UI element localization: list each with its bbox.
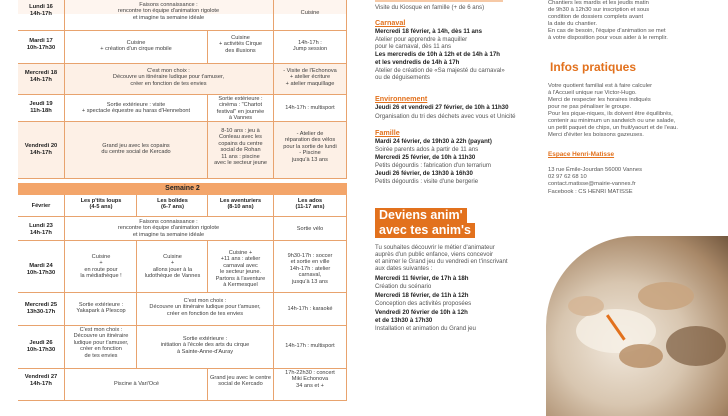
text-line: un petit paquet de chips, un fruit/yaourt et de l'eau.	[548, 125, 679, 131]
cell-activity: Sortie extérieure : initiation à l'école des arts du cirque à Sainte-Anne-d'Auray	[160, 336, 250, 355]
day-label: Jeudi 19 11h-18h	[29, 101, 53, 114]
cell-ados: 14h-17h : multisport	[285, 343, 335, 349]
section-title-environnement: Environnement	[375, 94, 428, 103]
cell-ados: 14h-17h : multisport	[285, 105, 335, 111]
text-line: et de 13h30 à 17h30	[375, 317, 433, 324]
text-line: Votre quotient familial est à faire calculer	[548, 83, 653, 89]
cell-activity: Cuisine + création d'un cirque mobile	[100, 40, 172, 53]
cell-activity: C'est mon choix : Découvre un itinéraire ludique pour t'amuser, créer en fonction de tes envies	[73, 327, 129, 359]
text-line: condition de dossiers complets avant	[548, 14, 644, 20]
cell-ados: Sortie vélo	[296, 226, 324, 232]
text-line: Petits dégourdis : fabrication d'un terrarium	[375, 162, 491, 169]
text-line: Soirée parents ados à partir de 11 ans	[375, 146, 479, 153]
cell-activity: Grand jeu avec les copains du centre social de Kercado	[101, 143, 171, 156]
hands-illustration	[546, 236, 728, 416]
col-header: Les bolides (6-7 ans)	[157, 198, 188, 211]
email-link[interactable]: contact.matisse@mairie-vannes.fr	[548, 181, 636, 188]
text-line: Mercredi 25 février, de 10h à 11h30	[375, 154, 476, 161]
day-label: Vendredi 20 14h-17h	[24, 143, 58, 156]
text-line: ou de déguisements	[375, 74, 430, 81]
text-line: Mercredi 18 février, de 11h à 12h	[375, 292, 469, 299]
text-line: la date du chantier.	[548, 21, 597, 27]
text-line: pour le carnaval, dès 11 ans	[375, 43, 452, 50]
text-line: Vendredi 20 février de 10h à 12h	[375, 309, 468, 316]
text-line: et animer le Grand jeu du vendredi en t'inscrivant	[375, 258, 508, 265]
text-line: auprès d'un public enfance, viens concevoir	[375, 251, 494, 258]
text-line: à votre disposition pour vous aider à le remplir.	[548, 35, 668, 41]
text-line: Mardi 24 février, de 19h30 à 22h (payant)	[375, 138, 492, 145]
text-line: Jeudi 26 et vendredi 27 février, de 10h à 11h30	[375, 104, 509, 111]
cell-activity: 8-10 ans : jeu à Conleau avec les copains du centre social de Rohan 11 ans : piscine avec le secteur jeune	[214, 128, 267, 167]
text-line: Atelier de création de «Sa majesté du carnaval»	[375, 67, 505, 74]
day-label: Lundi 16 14h-17h	[29, 4, 53, 17]
cell-activity: Sortie extérieure : cinéma : "Chartot festival" en journée à Vannes	[216, 96, 265, 122]
text-line: contenir au minimum un sandwich ou une salade,	[548, 118, 676, 124]
col-header-month: Février	[31, 203, 51, 209]
text-line: En cas de besoin, l'équipe d'animation se met	[548, 28, 666, 34]
text-line: Tu souhaites découvrir le métier d'animateur	[375, 244, 495, 251]
text-line: Chantiers les mardis et les jeudis matin	[548, 0, 649, 6]
cell-ados: 14h-17h : karaoké	[287, 306, 333, 312]
cell-merged: Faisons connaissance : rencontre ton équipe d'animation rigolote et imagine ta semaine idéale	[117, 219, 220, 238]
cell-merged: Faisons connaissance : rencontre ton équipe d'animation rigolote et imagine ta semaine idéale	[117, 2, 220, 21]
address: 13 rue Émile-Jourdan 56000 Vannes	[548, 167, 642, 173]
cell-ados: Cuisine	[300, 10, 320, 16]
day-label: Mardi 24 10h-17h30	[26, 263, 56, 276]
cell-merged: C'est mon choix : Découvre un itinéraire ludique pour t'amuser, créer en fonction de tes envies	[112, 68, 225, 87]
text-line: Création du scénario	[375, 283, 432, 290]
text-line: Pour les pique-niques, ils doivent être équilibrés,	[548, 111, 673, 117]
infos-title: Infos pratiques	[550, 60, 637, 74]
text-line: Jeudi 26 février, de 13h30 à 16h30	[375, 170, 473, 177]
section-title-famille: Famille	[375, 128, 400, 137]
day-label: Mardi 17 10h-17h30	[26, 38, 56, 51]
text-line: Mercredi 11 février, de 17h à 18h	[375, 275, 469, 282]
day-label: Jeudi 26 10h-17h30	[26, 340, 56, 353]
anim-title-line1: Deviens anim'	[375, 208, 467, 223]
day-label: Vendredi 27 14h-17h	[24, 374, 58, 387]
col-header: Les p'tits loups (4-5 ans)	[80, 198, 122, 211]
day-label: Lundi 23 14h-17h	[29, 223, 53, 236]
phone: 02 97 62 68 10	[548, 174, 587, 181]
text-line: et les vendredis de 14h à 17h	[375, 59, 460, 66]
espace-title: Espace Henri-Matisse	[548, 151, 615, 158]
cell-activity: Grand jeu avec le centre social de Kercado	[210, 375, 271, 388]
cell-activity: Cuisine + activités Cirque des illusions	[218, 35, 263, 54]
photo-hands-drawing	[546, 236, 728, 416]
day-label: Mercredi 25 13h30-17h	[24, 302, 58, 315]
text-line: à l'Accueil unique rue Victor-Hugo.	[548, 90, 637, 96]
text-line: Visite du Kiosque en famille (+ de 6 ans)	[375, 4, 485, 11]
cell-merged: C'est mon choix : Découvre un itinéraire ludique pour t'amuser, créer en fonction de tes envies	[149, 298, 261, 317]
text-line: de 9h30 à 12h30 sur inscription et sous	[548, 7, 650, 13]
text-line: Merci de respecter les horaires indiqués	[548, 97, 651, 103]
cell-activity: Piscine à Vari'Océ	[113, 381, 160, 387]
text-line: pour ne pas pénaliser le groupe.	[548, 104, 632, 110]
text-line: Merci d'éviter les boissons gazeuses.	[548, 132, 644, 138]
cell-ados: - Atelier de réparation des vélos pour la sortie de lundi - Piscine jusqu'à 13 ans	[283, 131, 337, 163]
text-line: Organisation du tri des déchets avec vous et Unicité	[375, 113, 516, 120]
cell-activity: Cuisine + en route pour la médiathèque !	[80, 254, 122, 280]
cell-activity: Sortie extérieure : visite + spectacle équestre au haras d'Hennebont	[81, 102, 191, 115]
text-line: Conception des activités proposées	[375, 300, 472, 307]
cell-activity: Cuisine + allons jouer à la ludothèque de Vannes	[144, 254, 201, 280]
text-line: Petits dégourdis : visite d'une bergerie	[375, 178, 479, 185]
text-line: Les mercredis de 10h à 12h et de 14h à 17h	[375, 51, 500, 58]
facebook-link[interactable]: Facebook : CS HENRI MATISSE	[548, 188, 633, 195]
text-line: aux dates suivantes :	[375, 265, 433, 272]
cell-ados: 17h-22h30 : concert Miki Echonova 34 ans et +	[285, 370, 335, 389]
cell-ados: - Visite de l'Echonova + atelier écriture + atelier maquillage	[283, 68, 337, 87]
day-label: Mercredi 18 14h-17h	[24, 70, 58, 83]
cell-ados: 14h-17h : Jump session	[292, 40, 328, 53]
section-title-carnaval: Carnaval	[375, 18, 406, 27]
week-title: Semaine 2	[18, 183, 347, 195]
col-header: Les ados (11-17 ans)	[295, 198, 325, 211]
text-line: Installation et animation du Grand jeu	[375, 325, 476, 332]
text-line: Mercredi 18 février, à 14h, dès 11 ans	[375, 28, 483, 35]
col-header: Les aventuriers (8-10 ans)	[219, 198, 262, 211]
cell-activity: Cuisine + +11 ans : atelier carnaval avec le secteur jeune. Partons à l'aventure à Kermesquel	[215, 250, 266, 289]
text-line: Atelier pour apprendre à maquiller	[375, 36, 468, 43]
anim-title-line2: avec tes anim's	[375, 223, 475, 238]
cell-activity: Sortie extérieure : Yakapark à Plescop	[76, 302, 126, 315]
cell-ados: 9h30-17h : soccer et sortie en ville 14h-17h : atelier carnaval, jusqu'à 13 ans	[287, 253, 333, 285]
